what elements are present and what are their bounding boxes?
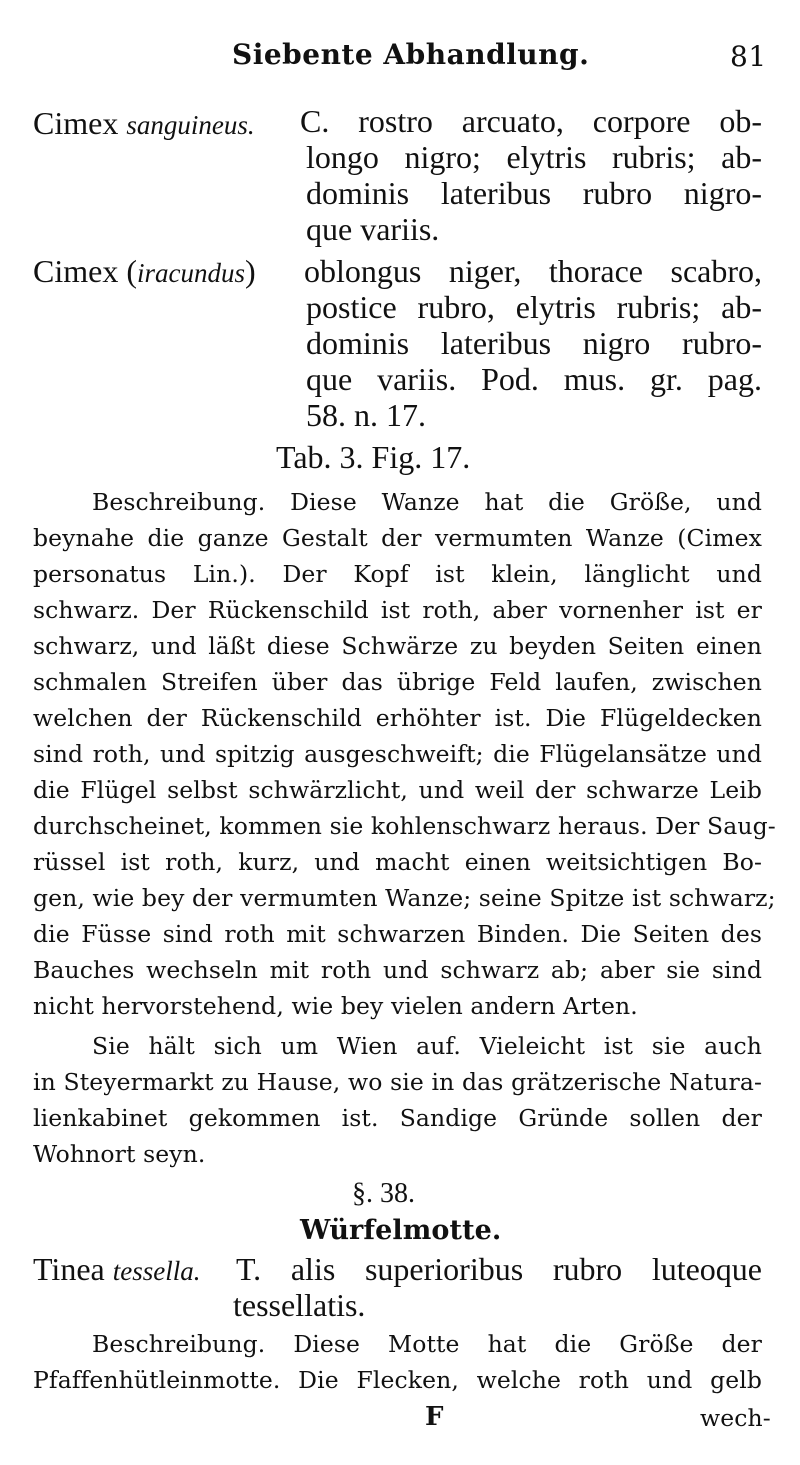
- description-line: schmalen Streifen über das übrige Feld laufen, zwischen: [33, 668, 762, 696]
- description-line: nicht hervorstehend, wie bey vielen andern Arten.: [33, 992, 638, 1020]
- habitat-line: in Steyermarkt zu Hause, wo sie in das grätzerische Natura-: [33, 1068, 762, 1096]
- description-line: durchscheinet, kommen sie kohlenschwarz heraus. Der Saug-: [33, 812, 776, 840]
- description-line: rüssel ist roth, kurz, und macht einen weitsichtigen Bo-: [33, 848, 762, 876]
- section-number: §. 38.: [352, 1178, 415, 1209]
- species-description-line: postice rubro, elytris rubris; ab-: [306, 289, 762, 325]
- description-line: Pfaffenhütleinmotte. Die Flecken, welche roth und gelb: [33, 1366, 762, 1394]
- description-line: die Füsse sind roth mit schwarzen Binden. Die Seiten des: [33, 920, 762, 948]
- species-description-line: longo nigro; elytris rubris; ab-: [306, 139, 762, 175]
- genus-label: Tinea: [33, 1251, 113, 1287]
- habitat-line: Sie hält sich um Wien auf. Vieleicht ist sie auch: [92, 1032, 762, 1060]
- genus-label: Cimex (: [33, 253, 137, 289]
- species-description-line: 58. n. 17.: [306, 397, 426, 433]
- species-name-cimex-iracundus: [33, 253, 256, 290]
- description-line: beynahe die ganze Gestalt der vermumten Wanze (Cimex: [33, 524, 762, 552]
- description-line: Bauches wechseln mit roth und schwarz ab; aber sie sind: [33, 956, 762, 984]
- species-description-line: oblongus niger, thorace scabro,: [304, 253, 762, 289]
- page-number: 81: [730, 40, 767, 73]
- description-line: die Flügel selbst schwärzlicht, und weil der schwarze Leib: [33, 776, 762, 804]
- running-head-title: Siebente Abhandlung.: [232, 38, 590, 71]
- genus-label: Cimex: [33, 105, 127, 141]
- species-description-line: tessellatis.: [233, 1287, 366, 1323]
- species-description-line: que variis.: [306, 211, 440, 247]
- signature-mark: F: [425, 1402, 444, 1432]
- species-name-cimex-sanguineus: [33, 105, 255, 142]
- epithet-label: sanguineus.: [126, 110, 255, 140]
- description-line: Beschreibung. Diese Wanze hat die Größe, und: [92, 488, 762, 516]
- section-title: Würfelmotte.: [300, 1215, 502, 1246]
- habitat-line: lienkabinet gekommen ist. Sandige Gründe sollen der: [33, 1104, 762, 1132]
- species-description-line: dominis lateribus rubro nigro-: [306, 175, 762, 211]
- description-line: sind roth, und spitzig ausgeschweift; die Flügelansätze und: [33, 740, 762, 768]
- epithet-label: iracundus: [136, 258, 245, 288]
- description-line: Beschreibung. Diese Motte hat die Größe der: [92, 1330, 762, 1358]
- figure-reference: Tab. 3. Fig. 17.: [276, 439, 471, 475]
- description-line: schwarz, und läßt diese Schwärze zu beyden Seiten einen: [33, 632, 762, 660]
- close-paren: ): [244, 253, 256, 289]
- description-line: gen, wie bey der vermumten Wanze; seine Spitze ist schwarz;: [33, 884, 776, 912]
- catchword: wech-: [700, 1404, 771, 1432]
- habitat-line: Wohnort seyn.: [33, 1140, 206, 1168]
- epithet-label: tessella.: [112, 1256, 201, 1286]
- species-description-line: que variis. Pod. mus. gr. pag.: [306, 361, 762, 397]
- species-description-line: T. alis superioribus rubro luteoque: [236, 1251, 762, 1287]
- species-description-line: dominis lateribus nigro rubro-: [306, 325, 762, 361]
- species-description-line: C. rostro arcuato, corpore ob-: [300, 103, 762, 139]
- description-line: personatus Lin.). Der Kopf ist klein, länglicht und: [33, 560, 762, 588]
- description-line: schwarz. Der Rückenschild ist roth, aber vornenher ist er: [33, 596, 762, 624]
- species-name-tinea-tessella: [33, 1251, 200, 1288]
- description-line: welchen der Rückenschild erhöhter ist. Die Flügeldecken: [33, 704, 762, 732]
